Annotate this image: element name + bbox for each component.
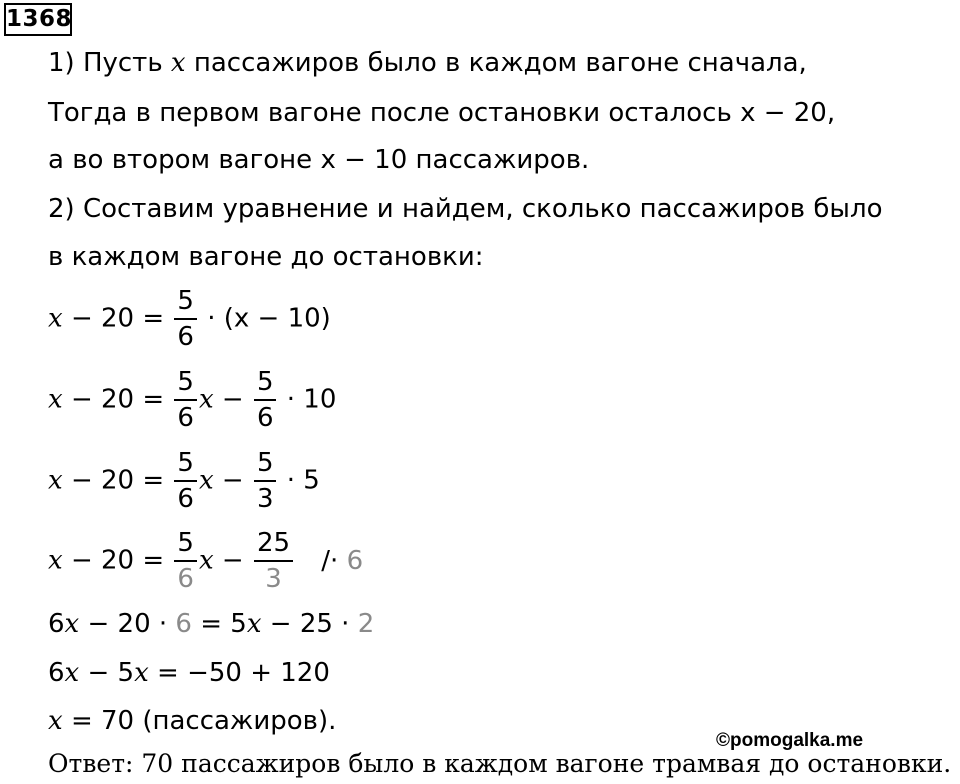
fraction-denominator: 6 [177,322,194,352]
expression-x-minus-20: x − 20, [740,98,836,128]
fraction-denominator-highlight: 3 [265,564,282,594]
eq-var: x [134,658,149,688]
eq-rest: · (x − 10) [207,303,331,334]
eq-var: x [48,545,63,576]
problem-number: 1368 [4,3,72,36]
eq-lhs: − 20 = [70,384,165,415]
eq-part: − 5 [87,658,135,688]
watermark: ©pomogalka.me [716,730,864,751]
eq-var: x [48,706,63,736]
eq-lhs: − 20 = [70,465,165,496]
text-segment: пассажиров было в каждом вагоне сначала, [193,48,807,78]
eq-var: x [198,384,214,415]
eq-part: 6 [48,609,65,639]
eq-var: x [198,545,214,576]
variable-x: x [170,48,186,78]
eq-var: x [48,465,63,496]
eq-part: − 20 · [87,609,168,639]
fraction-numerator: 5 [174,288,197,320]
fraction [174,450,197,512]
fraction [254,450,277,512]
eq-rest: · 5 [286,465,320,496]
fraction [254,530,293,592]
eq-rest: · 10 [286,384,337,415]
fraction-numerator: 5 [174,450,197,482]
eq-minus: − [221,465,244,496]
eq-minus: − [221,384,244,415]
fraction-numerator: 25 [254,530,293,562]
eq-var: x [198,465,214,496]
text-segment: а во втором вагоне [48,145,313,175]
eq-var: x [64,658,80,688]
eq-part: 6 [48,658,65,688]
equation-3 [48,450,320,512]
multiply-both-sides [321,546,363,576]
eq-highlight: 2 [357,609,375,639]
fraction-numerator: 5 [174,369,197,401]
text-segment: пассажиров. [415,145,590,175]
equation-1 [48,288,331,350]
fraction-denominator: 6 [177,403,194,433]
equation-2 [48,369,336,431]
eq-part: = −50 + 120 [157,658,330,688]
fraction-denominator: 3 [256,484,274,514]
step2-line2: в каждом вагоне до остановки: [48,242,484,272]
eq-lhs: − 20 = [70,303,165,334]
eq-var: x [246,609,262,639]
equation-5 [48,611,374,637]
fraction-numerator: 5 [254,450,277,482]
eq-part: = 5 [200,609,247,639]
eq-minus: − [221,545,244,576]
eq-highlight: 6 [175,609,192,639]
slash-dot: /· [321,545,339,576]
expression-x-minus-10: x − 10 [320,145,408,175]
eq-result: = 70 (пассажиров). [70,706,337,736]
eq-var: x [48,303,63,334]
multiplier-value: 6 [346,545,364,576]
equation-7 [48,708,336,734]
equation-4 [48,530,363,592]
step2-line1: 2) Составим уравнение и найдем, сколько пассажиров было [48,194,883,224]
text-segment: Тогда в первом вагоне после остановки осталось [48,98,732,128]
fraction [254,369,277,431]
step1-line1 [48,50,807,76]
answer-line: Ответ: 70 пассажиров было в каждом вагоне трамвая до остановки. [48,749,952,778]
step1-line2 [48,100,835,126]
fraction [174,369,197,431]
step1-line3 [48,147,589,173]
fraction-numerator: 5 [254,369,277,401]
fraction-denominator: 6 [177,484,194,514]
fraction-denominator-highlight: 6 [177,564,194,594]
eq-part: − 25 · [269,609,350,639]
eq-lhs: − 20 = [70,545,165,576]
fraction-numerator: 5 [174,530,197,562]
eq-var: x [64,609,80,639]
fraction [174,288,197,350]
fraction-denominator: 6 [256,403,274,433]
eq-var: x [48,384,63,415]
fraction [174,530,197,592]
equation-6 [48,660,330,686]
text-segment: 1) Пусть [48,48,163,78]
